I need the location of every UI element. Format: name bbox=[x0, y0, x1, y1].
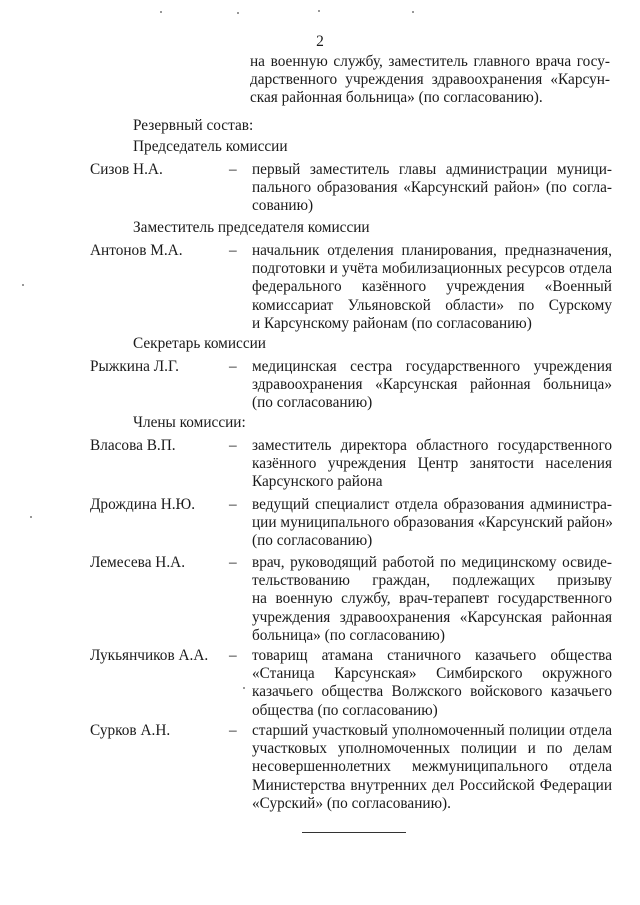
scan-speck bbox=[318, 10, 320, 12]
dash-separator: – bbox=[229, 647, 237, 664]
member-description bbox=[252, 496, 612, 551]
scan-speck bbox=[30, 516, 32, 518]
description-line: больница» (по согласованию) bbox=[252, 626, 445, 644]
deputy-name: Антонов М.А. bbox=[90, 242, 183, 259]
description-line: пального образования «Карсунский район» (по согла- bbox=[252, 179, 612, 197]
description-line: заместитель директора областного государственного bbox=[252, 437, 612, 454]
member-name: Лемесева Н.А. bbox=[90, 554, 186, 571]
description-line: Министерства внутренних дел Российской Федерации bbox=[252, 776, 612, 794]
chairman-heading: Председатель комиссии bbox=[133, 138, 288, 155]
description-line: подготовки и учёта мобилизационных ресурсов отдела bbox=[252, 260, 612, 278]
description-line: старший участковый уполномоченный полиции отдела bbox=[252, 722, 612, 739]
dash-separator: – bbox=[229, 496, 237, 513]
description-line: медицинская сестра государственного учреждения bbox=[252, 358, 612, 375]
intro-paragraph bbox=[250, 53, 610, 108]
deputy-heading: Заместитель председателя комиссии bbox=[133, 219, 370, 236]
description-line: комиссариат Ульяновской области» по Сурскому bbox=[252, 296, 612, 314]
dash-separator: – bbox=[229, 437, 237, 454]
member-description bbox=[252, 722, 612, 813]
description-line: (по согласованию) bbox=[252, 394, 373, 412]
description-line: врач, руководящий работой по медицинскому освиде- bbox=[252, 554, 612, 571]
description-line: здравоохранения «Карсунская районная больница» bbox=[252, 376, 612, 394]
description-line: тельствованию граждан, подлежащих призыву bbox=[252, 572, 612, 590]
deputy-description bbox=[252, 242, 612, 333]
description-line: (по согласованию) bbox=[252, 532, 373, 550]
description-line: несовершеннолетних межмуниципального отдела bbox=[252, 758, 612, 776]
description-line: ции муниципального образования «Карсунский район» bbox=[252, 514, 613, 532]
description-line: общества (по согласованию) bbox=[252, 701, 438, 719]
description-line: ведущий специалист отдела образования администра- bbox=[252, 496, 612, 513]
scan-speck bbox=[160, 11, 162, 13]
member-description bbox=[252, 554, 612, 645]
description-line: Карсунского района bbox=[252, 473, 383, 491]
chairman-name: Сизов Н.А. bbox=[90, 161, 163, 178]
member-name: Сурков А.Н. bbox=[90, 722, 171, 739]
description-line: начальник отделения планирования, предназначения, bbox=[252, 242, 612, 259]
secretary-name: Рыжкина Л.Г. bbox=[90, 358, 179, 375]
description-line: «Сурский» (по согласованию). bbox=[252, 794, 451, 812]
dash-separator: – bbox=[229, 161, 237, 178]
intro-line: дарственного учреждения здравоохранения «Карсун- bbox=[250, 71, 610, 89]
description-line: товарищ атамана станичного казачьего общества bbox=[252, 647, 612, 664]
description-line: «Станица Карсунская» Симбирского окружного bbox=[252, 665, 612, 683]
member-name: Дрождина Н.Ю. bbox=[90, 496, 196, 513]
member-name: Лукьянчиков А.А. bbox=[90, 647, 209, 664]
dash-separator: – bbox=[229, 554, 237, 571]
description-line: на военную службу, врач-терапевт государственного bbox=[252, 590, 612, 608]
chairman-description bbox=[252, 161, 612, 216]
member-description bbox=[252, 437, 612, 492]
secretary-heading: Секретарь комиссии bbox=[133, 335, 266, 352]
description-line: казённого учреждения Центр занятости населения bbox=[252, 455, 612, 473]
description-line: федерального казённого учреждения «Военный bbox=[252, 278, 612, 296]
dash-separator: – bbox=[229, 722, 237, 739]
page-number: 2 bbox=[316, 33, 324, 50]
reserve-heading: Резервный состав: bbox=[133, 117, 254, 134]
member-description bbox=[252, 647, 612, 720]
scan-speck bbox=[237, 12, 239, 14]
intro-line: ская районная больница» (по согласованию). bbox=[250, 89, 543, 107]
scan-speck bbox=[243, 687, 245, 689]
description-line: первый заместитель главы администрации муници- bbox=[252, 161, 612, 178]
scan-speck bbox=[412, 11, 414, 13]
secretary-description bbox=[252, 358, 612, 413]
scan-speck bbox=[22, 284, 24, 286]
description-line: и Карсунскому районам (по согласованию) bbox=[252, 314, 532, 332]
dash-separator: – bbox=[229, 358, 237, 375]
dash-separator: – bbox=[229, 242, 237, 259]
intro-line: на военную службу, заместитель главного врача госу- bbox=[250, 53, 610, 70]
member-name: Власова В.П. bbox=[90, 437, 176, 454]
members-heading: Члены комиссии: bbox=[133, 414, 246, 431]
closing-rule bbox=[302, 832, 406, 833]
description-line: казачьего общества Волжского войскового казачьего bbox=[252, 683, 612, 701]
description-line: участковых уполномоченных полиции и по делам bbox=[252, 740, 612, 758]
description-line: учреждения здравоохранения «Карсунская районная bbox=[252, 608, 612, 626]
description-line: сованию) bbox=[252, 197, 314, 215]
